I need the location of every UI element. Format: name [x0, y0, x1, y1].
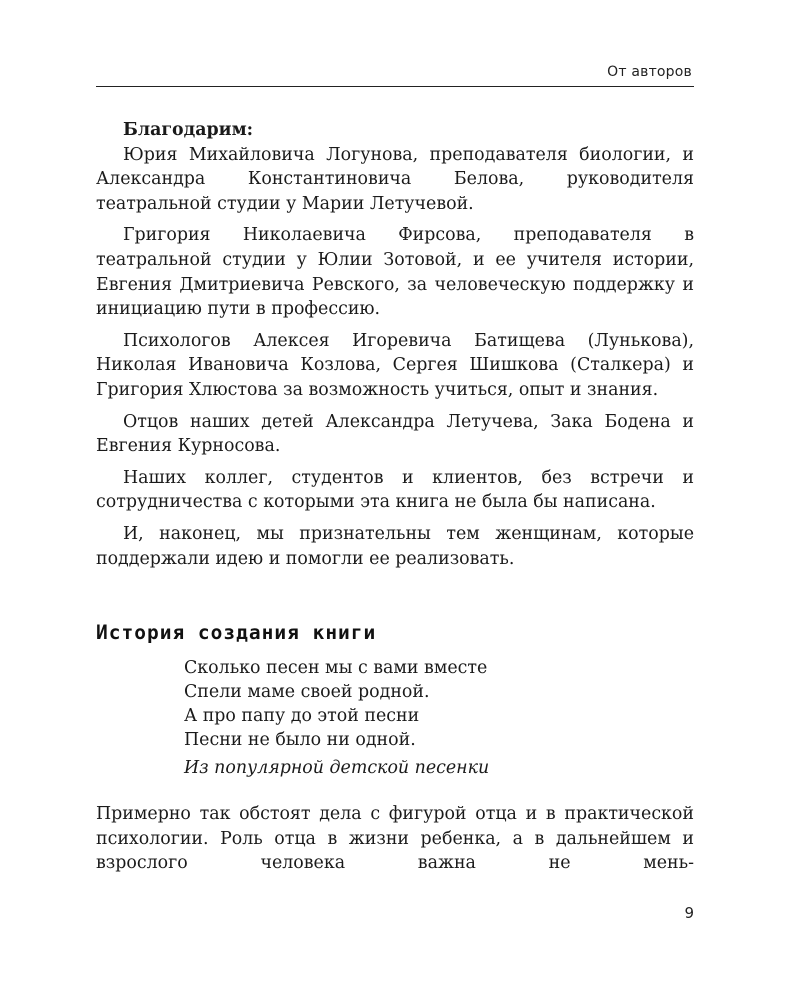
page-number: 9	[684, 904, 694, 922]
epigraph-source: Из популярной детской песенки	[184, 758, 490, 778]
continuation-text-block	[96, 802, 694, 876]
continuation-paragraph: Примерно так обстоят дела с фигурой отца и в практической психологии. Роль отца в жизни ребенка, а в дальнейшем и взрослого человека важна не мень-	[96, 804, 694, 874]
epigraph	[184, 656, 664, 780]
running-head-title: От авторов	[607, 64, 692, 80]
running-head	[96, 62, 694, 87]
epigraph-line: Сколько песен мы с вами вместе	[184, 658, 488, 678]
acknowledgement-paragraph: Психологов Алексея Игоревича Батищева (Луньковa), Николая Ивановича Козлова, Сергея Шишкова (Сталкера) и Григория Хлюстова за возможность учиться, опыт и знания.	[96, 330, 694, 400]
acknowledgement-paragraph: Григория Николаевича Фирсова, преподавателя в театральной студии у Юлии Зотовой, и ее учителя истории, Евгения Дмитриевича Ревского, за человеческую поддержку и инициацию пути в профессию.	[96, 225, 694, 320]
epigraph-line: Спели маме своей родной.	[184, 682, 430, 702]
acknowledgement-paragraph: Отцов наших детей Александра Летучева, Зака Бодена и Евгения Курносова.	[96, 411, 694, 457]
epigraph-line: Песни не было ни одной.	[184, 730, 416, 750]
acknowledgement-paragraph: И, наконец, мы признательны тем женщинам, которые поддержали идею и помогли ее реализовать.	[96, 523, 694, 569]
acknowledgements-lead: Благодарим:	[123, 120, 254, 140]
acknowledgements-block	[96, 118, 694, 578]
epigraph-line: А про папу до этой песни	[184, 706, 420, 726]
acknowledgement-paragraph: Юрия Михайловича Логунова, преподавателя биологии, и Александра Константиновича Белова, руководителя театральной студии у Марии Летучевой.	[96, 144, 694, 214]
acknowledgement-paragraph: Наших коллег, студентов и клиентов, без встречи и сотрудничества с которыми эта книга не была бы написана.	[96, 467, 694, 513]
section-heading: История создания книги	[96, 621, 377, 644]
